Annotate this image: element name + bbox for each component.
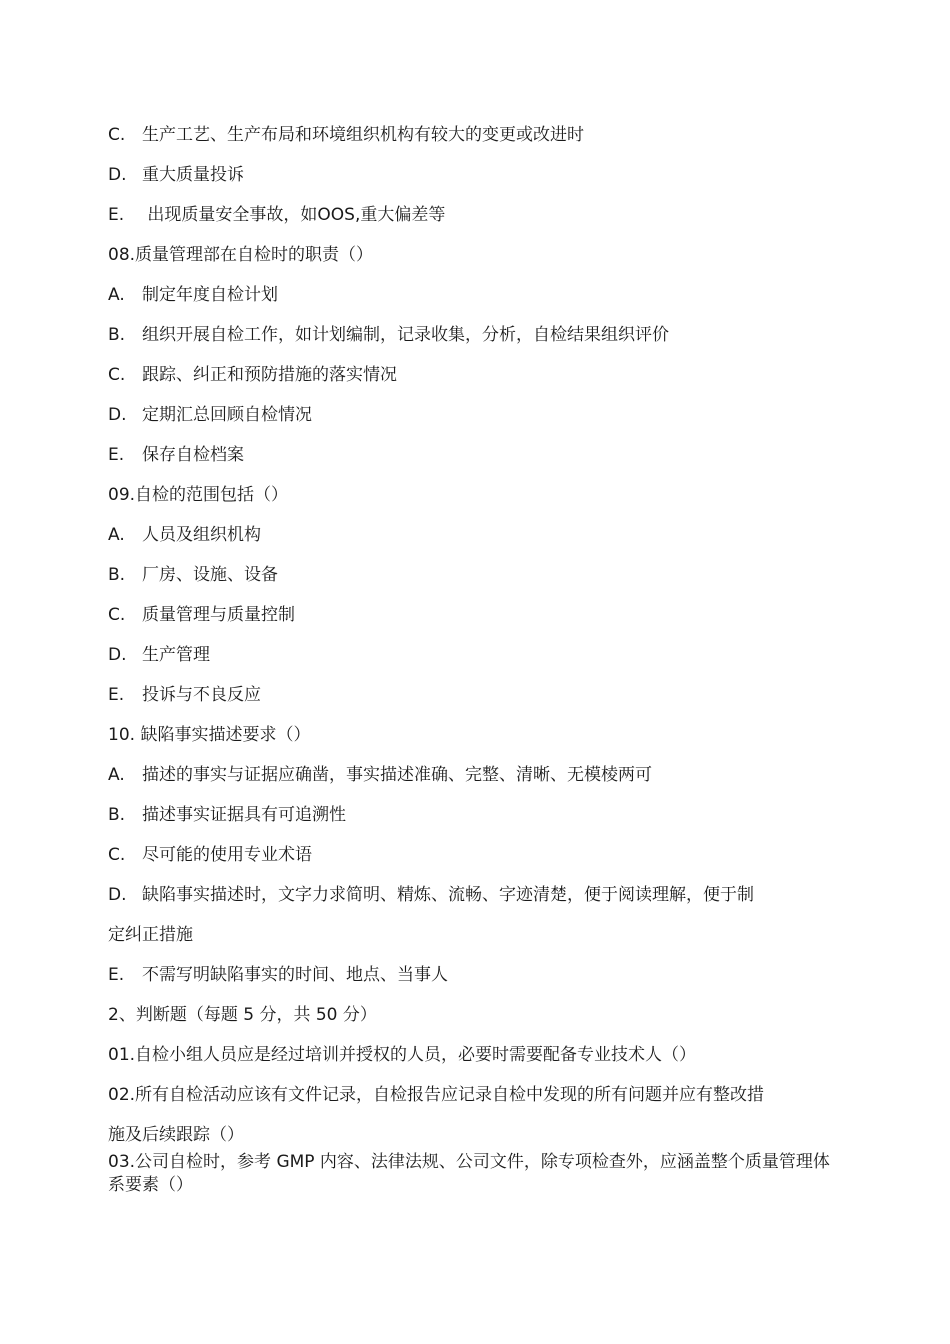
q08-title: 08.质量管理部在自检时的职责（） <box>108 245 374 265</box>
q08-option-e: E. 保存自检档案 <box>108 445 244 465</box>
q07-option-e: E. 出现质量安全事故，如OOS,重大偏差等 <box>108 205 446 225</box>
q10-option-d-continued: 定纠正措施 <box>108 925 193 945</box>
q10-title: 10. 缺陷事实描述要求（） <box>108 725 311 745</box>
tf-item-03: 03.公司自检时，参考 GMP 内容、法律法规、公司文件，除专项检查外，应涵盖整个质量管理体系要素（） <box>108 1152 830 1195</box>
q07-option-c: C. 生产工艺、生产布局和环境组织机构有较大的变更或改进时 <box>108 125 584 145</box>
q08-option-a: A. 制定年度自检计划 <box>108 285 278 305</box>
q07-option-d: D. 重大质量投诉 <box>108 165 244 185</box>
q09-option-c: C. 质量管理与质量控制 <box>108 605 295 625</box>
q08-option-d: D. 定期汇总回顾自检情况 <box>108 405 312 425</box>
q09-option-a: A. 人员及组织机构 <box>108 525 261 545</box>
tf-item-02-line1: 02.所有自检活动应该有文件记录，自检报告应记录自检中发现的所有问题并应有整改措 <box>108 1085 765 1105</box>
section-2-title: 2、判断题（每题 5 分，共 50 分） <box>108 1005 377 1025</box>
q09-option-b: B. 厂房、设施、设备 <box>108 565 278 585</box>
q10-option-d: D. 缺陷事实描述时，文字力求简明、精炼、流畅、字迹清楚，便于阅读理解，便于制 <box>108 885 754 905</box>
q08-option-b: B. 组织开展自检工作，如计划编制，记录收集，分析，自检结果组织评价 <box>108 325 669 345</box>
q09-title: 09.自检的范围包括（） <box>108 485 289 505</box>
q10-option-a: A. 描述的事实与证据应确凿，事实描述准确、完整、清晰、无模棱两可 <box>108 765 652 785</box>
tf-item-02-line2: 施及后续跟踪（） <box>108 1125 244 1145</box>
q10-option-c: C. 尽可能的使用专业术语 <box>108 845 312 865</box>
q10-option-e: E. 不需写明缺陷事实的时间、地点、当事人 <box>108 965 448 985</box>
q10-option-b: B. 描述事实证据具有可追溯性 <box>108 805 346 825</box>
q09-option-e: E. 投诉与不良反应 <box>108 685 261 705</box>
tf-item-01: 01.自检小组人员应是经过培训并授权的人员，必要时需要配备专业技术人（） <box>108 1045 697 1065</box>
q08-option-c: C. 跟踪、纠正和预防措施的落实情况 <box>108 365 397 385</box>
q09-option-d: D. 生产管理 <box>108 645 210 665</box>
